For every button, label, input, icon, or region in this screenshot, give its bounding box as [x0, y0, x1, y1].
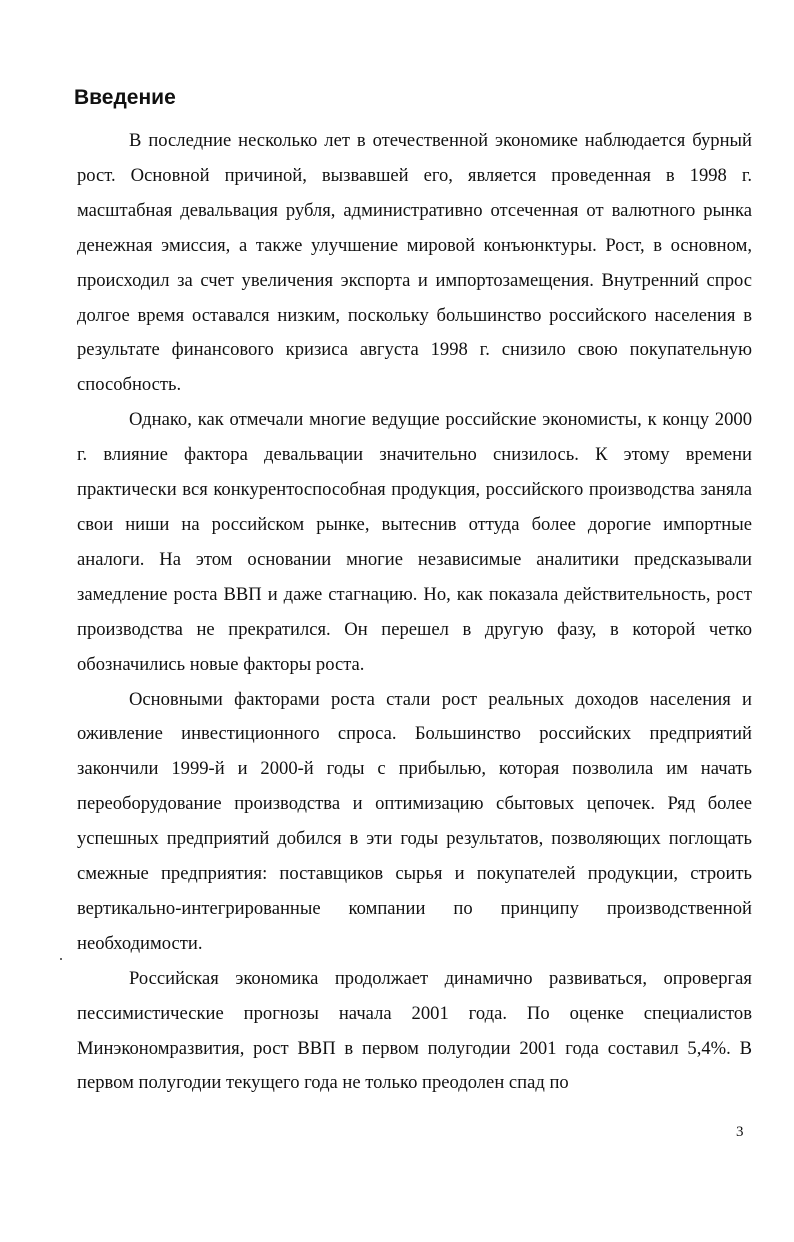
section-heading: Введение [74, 86, 176, 109]
page-number: 3 [736, 1124, 744, 1140]
paragraph-3: Основными факторами роста стали рост реальных доходов населения и оживление инвестиционного спроса. Большинство российских предприятий закончили 1999-й и 2000-й годы с прибылью, которая позволила им начать переоборудование производства и оптимизацию сбытовых цепочек. Ряд более успешных предприятий добился в эти годы результатов, позволяющих поглощать смежные предприятия: поставщиков сырья и покупателей продукции, строить вертикально-интегрированные компании по принципу производственной необходимости. [77, 688, 752, 954]
paragraph-1: В последние несколько лет в отечественной экономике наблюдается бурный рост. Основной причиной, вызвавшей его, является проведенная в 1998 г. масштабная девальвация рубля, административно отсеченная от валютного рынка денежная эмиссия, а также улучшение мировой конъюнктуры. Рост, в основном, происходил за счет увеличения экспорта и импортозамещения. Внутренний спрос долгое время оставался низким, поскольку большинство российского населения в результате финансового кризиса августа 1998 г. снизило свою покупательную способность. [77, 130, 752, 396]
scan-speck [60, 958, 62, 960]
paragraph-4: Российская экономика продолжает динамично развиваться, опровергая пессимистические прогнозы начала 2001 года. По оценке специалистов Минэкономразвития, рост ВВП в первом полугодии 2001 года составил 5,4%. В первом полугодии текущего года не только преодолен спад по [77, 967, 752, 1094]
paragraph-2: Однако, как отмечали многие ведущие российские экономисты, к концу 2000 г. влияние фактора девальвации значительно снизилось. К этому времени практически вся конкурентоспособная продукция, российского производства заняла свои ниши на российском рынке, вытеснив оттуда более дорогие импортные аналоги. На этом основании многие независимые аналитики предсказывали замедление роста ВВП и даже стагнацию. Но, как показала действительность, рост производства не прекратился. Он перешел в другую фазу, в которой четко обозначились новые факторы роста. [77, 409, 752, 675]
body-text [77, 124, 752, 1101]
